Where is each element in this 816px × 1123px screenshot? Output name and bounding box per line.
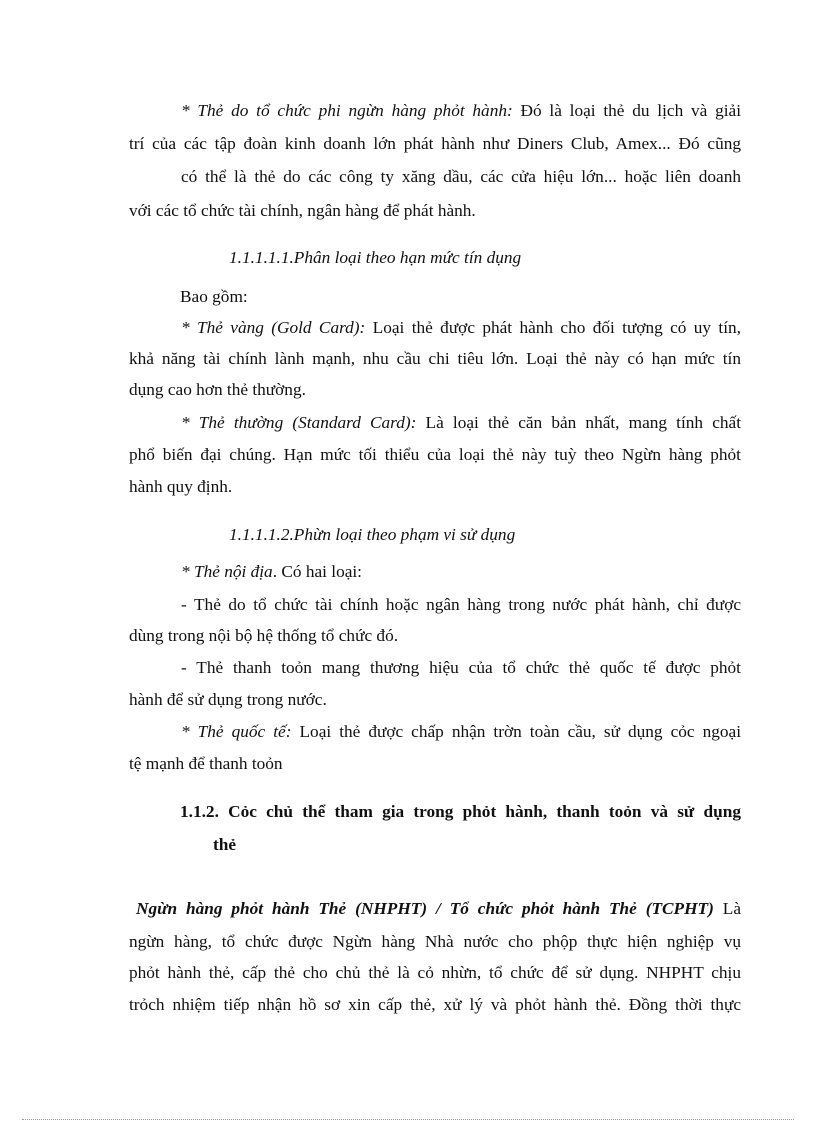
- subheading-credit-limit: 1.1.1.1.1.Phân loại theo hạn mức tín dụng: [229, 248, 522, 267]
- gold-card-line1: [181, 317, 741, 339]
- page-bottom-divider: [22, 1119, 794, 1120]
- para1-line4: với các tổ chức tài chính, ngân hàng để phát hành.: [129, 201, 476, 220]
- standard-card-line3: hành quy định.: [129, 477, 233, 496]
- subheading-usage-scope: 1.1.1.1.2.Phừn loại theo phạm vi sử dụng: [229, 525, 516, 544]
- international-lead: * Thẻ quốc tế:: [181, 722, 292, 741]
- standard-card-text: Là loại thẻ căn bản nhất, mang tính chất: [416, 413, 741, 432]
- section-heading-line2: thẻ: [213, 835, 237, 854]
- gold-card-lead: * Thẻ vàng (Gold Card):: [181, 318, 366, 337]
- international-text: Loại thẻ được chấp nhận trờn toàn cầu, sử dụng cỏc ngoại: [291, 722, 742, 741]
- gold-card-line2: khả năng tài chính lành mạnh, nhu cầu chi tiêu lớn. Loại thẻ này có hạn mức tín: [129, 349, 741, 368]
- gold-card-line3: dụng cao hơn thẻ thường.: [129, 380, 306, 399]
- international-line1: [181, 721, 741, 743]
- standard-card-lead: * Thẻ thường (Standard Card):: [181, 413, 417, 432]
- issuer-text: Là: [713, 899, 741, 918]
- issuer-line4: trỏch nhiệm tiếp nhận hồ sơ xin cấp thẻ, xử lý và phỏt hành thẻ. Đồng thời thực: [129, 995, 741, 1014]
- domestic-item1-line2: dùng trong nội bộ hệ thống tổ chức đó.: [129, 626, 399, 645]
- bao-gom-label: Bao gồm:: [180, 287, 248, 306]
- para1-line1: [181, 100, 741, 122]
- para1-line2: trí của các tập đoàn kinh doanh lớn phát hành như Diners Club, Amex... Đó cũng: [129, 134, 741, 153]
- issuer-line3: phỏt hành thẻ, cấp thẻ cho chủ thẻ là cỏ nhừn, tổ chức để sử dụng. NHPHT chịu: [129, 963, 741, 982]
- domestic-text: . Có hai loại:: [272, 562, 362, 581]
- issuer-line2: ngừn hàng, tổ chức được Ngừn hàng Nhà nước cho phộp thực hiện nghiệp vụ: [129, 932, 741, 951]
- domestic-lead: * Thẻ nội địa: [181, 562, 273, 581]
- domestic-item2-line2: hành để sử dụng trong nước.: [129, 690, 327, 709]
- domestic-item1-line1: - Thẻ do tổ chức tài chính hoặc ngân hàng trong nước phát hành, chỉ được: [181, 595, 741, 614]
- international-line2: tệ mạnh để thanh toỏn: [129, 754, 283, 773]
- domestic-line: [181, 561, 362, 583]
- para1-line3: có thể là thẻ do các công ty xăng dầu, các cửa hiệu lớn... hoặc liên doanh: [181, 167, 741, 186]
- section-heading-line1: 1.1.2. Cỏc chủ thể tham gia trong phỏt hành, thanh toỏn và sử dụng: [180, 802, 741, 821]
- para1-lead: * Thẻ do tổ chức phi ngừn hàng phỏt hành:: [181, 101, 513, 120]
- issuer-lead: Ngừn hàng phỏt hành Thẻ (NHPHT) / Tổ chức phỏt hành Thẻ (TCPHT): [136, 899, 714, 918]
- issuer-line1: [136, 898, 741, 920]
- standard-card-line2: phổ biến đại chúng. Hạn mức tối thiểu của loại thẻ này tuỳ theo Ngừn hàng phỏt: [129, 445, 741, 464]
- gold-card-text: Loại thẻ được phát hành cho đối tượng có uy tín,: [365, 318, 741, 337]
- standard-card-line1: [181, 412, 741, 434]
- para1-line1-text: Đó là loại thẻ du lịch và giải: [512, 101, 741, 120]
- domestic-item2-line1: - Thẻ thanh toỏn mang thương hiệu của tổ chức thẻ quốc tế được phỏt: [181, 658, 741, 677]
